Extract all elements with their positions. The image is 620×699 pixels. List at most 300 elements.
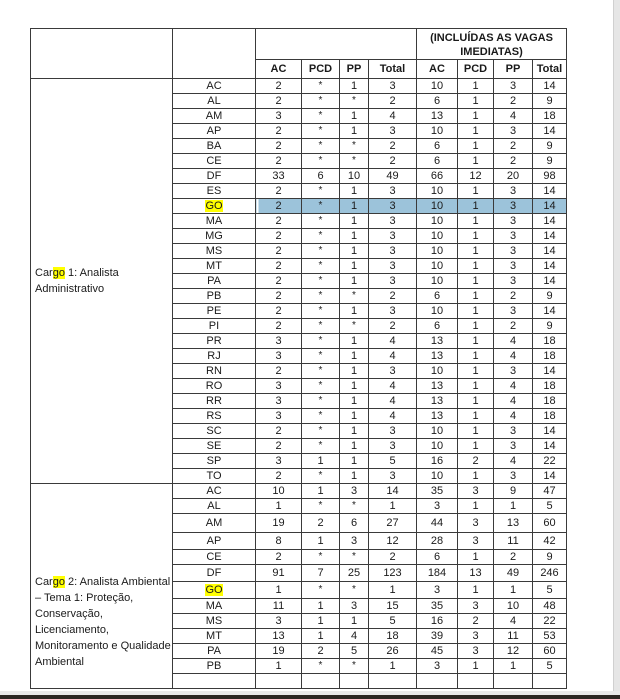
- value-cell: 1: [369, 499, 417, 514]
- vacancies-table: [30, 28, 567, 689]
- value-cell: 3: [494, 184, 533, 199]
- value-cell: 3: [369, 274, 417, 289]
- value-cell: 5: [369, 454, 417, 469]
- value-cell: 2: [256, 124, 302, 139]
- value-cell: 1: [458, 199, 494, 214]
- value-cell: 10: [417, 214, 458, 229]
- value-cell: 1: [302, 484, 340, 499]
- header-empty-cargo: [31, 29, 173, 79]
- value-cell: 10: [417, 124, 458, 139]
- value-cell: 2: [302, 514, 340, 533]
- value-cell: 18: [533, 109, 567, 124]
- value-cell: 1: [302, 629, 340, 644]
- uf-label: SE: [206, 439, 222, 452]
- value-cell: 3: [494, 274, 533, 289]
- uf-label: PA: [207, 274, 221, 287]
- value-cell: 4: [369, 334, 417, 349]
- uf-cell: [173, 364, 256, 379]
- uf-cell: [173, 629, 256, 644]
- cargo-label-prefix: Car: [35, 267, 53, 279]
- value-cell: 2: [369, 154, 417, 169]
- value-cell: 13: [417, 379, 458, 394]
- value-cell: 3: [458, 599, 494, 614]
- value-cell: 45: [417, 644, 458, 659]
- value-cell: 1: [340, 364, 369, 379]
- value-cell: 1: [369, 659, 417, 674]
- value-cell: 4: [369, 394, 417, 409]
- value-cell: 10: [417, 79, 458, 94]
- value-cell: 1: [458, 79, 494, 94]
- value-cell: 14: [533, 424, 567, 439]
- header-pp: PP: [340, 60, 369, 79]
- value-cell: 3: [256, 409, 302, 424]
- value-cell: 3: [256, 109, 302, 124]
- value-cell: 3: [369, 79, 417, 94]
- value-cell: 9: [533, 319, 567, 334]
- value-cell: 19: [256, 644, 302, 659]
- uf-cell: [173, 644, 256, 659]
- value-cell: *: [302, 409, 340, 424]
- uf-label: RN: [206, 364, 222, 377]
- value-cell: 1: [340, 274, 369, 289]
- uf-label: MG: [205, 229, 223, 242]
- value-cell: 10: [417, 469, 458, 484]
- uf-label: CE: [206, 550, 222, 563]
- value-cell: 7: [302, 565, 340, 582]
- value-cell: 14: [533, 469, 567, 484]
- value-cell: 2: [256, 79, 302, 94]
- value-cell: 1: [302, 599, 340, 614]
- value-cell: 1: [302, 533, 340, 550]
- value-cell: 2: [369, 139, 417, 154]
- header-empty-uf: [173, 29, 256, 79]
- value-cell: 9: [533, 550, 567, 565]
- value-cell: 3: [256, 349, 302, 364]
- value-cell: 10: [417, 229, 458, 244]
- value-cell: 1: [458, 289, 494, 304]
- value-cell: 3: [494, 229, 533, 244]
- value-cell: 14: [533, 364, 567, 379]
- value-cell: 3: [369, 184, 417, 199]
- value-cell: 10: [417, 304, 458, 319]
- uf-label: AP: [206, 534, 222, 547]
- value-cell: 11: [494, 533, 533, 550]
- uf-label: SC: [206, 424, 222, 437]
- value-cell: 1: [256, 499, 302, 514]
- vertical-scrollbar[interactable]: [613, 0, 620, 691]
- uf-cell: [173, 484, 256, 499]
- value-cell: 2: [494, 154, 533, 169]
- value-cell: *: [302, 79, 340, 94]
- value-cell: 27: [369, 514, 417, 533]
- value-cell: 1: [458, 499, 494, 514]
- value-cell: 2: [256, 184, 302, 199]
- value-cell: 3: [494, 79, 533, 94]
- uf-label: PE: [206, 304, 222, 317]
- uf-cell: [173, 599, 256, 614]
- value-cell: *: [302, 214, 340, 229]
- value-cell: 2: [256, 364, 302, 379]
- value-cell: 184: [417, 565, 458, 582]
- value-cell: 1: [458, 94, 494, 109]
- value-cell: *: [340, 499, 369, 514]
- uf-label: TO: [206, 469, 222, 482]
- value-cell: 10: [417, 259, 458, 274]
- value-cell: 1: [458, 229, 494, 244]
- value-cell: *: [340, 550, 369, 565]
- value-cell: 3: [256, 379, 302, 394]
- value-cell: *: [340, 289, 369, 304]
- table-row: [31, 79, 567, 94]
- value-cell: 2: [256, 214, 302, 229]
- value-cell: 60: [533, 514, 567, 533]
- uf-cell: [173, 499, 256, 514]
- value-cell: 1: [340, 79, 369, 94]
- value-cell: *: [302, 229, 340, 244]
- value-cell: 2: [256, 229, 302, 244]
- uf-cell: [173, 394, 256, 409]
- value-cell: 5: [340, 644, 369, 659]
- value-cell: 2: [256, 319, 302, 334]
- value-cell: 13: [417, 334, 458, 349]
- value-cell: 13: [256, 629, 302, 644]
- uf-label: AC: [206, 79, 222, 92]
- uf-cell: [173, 349, 256, 364]
- cargo-label-prefix: Car: [35, 576, 53, 588]
- value-cell: *: [302, 349, 340, 364]
- uf-cell: [173, 319, 256, 334]
- value-cell: 53: [533, 629, 567, 644]
- empty-cell: [302, 674, 340, 689]
- value-cell: 2: [302, 644, 340, 659]
- value-cell: 1: [494, 582, 533, 599]
- value-cell: 1: [458, 154, 494, 169]
- header-ac: AC: [256, 60, 302, 79]
- value-cell: 10: [494, 599, 533, 614]
- uf-cell: [173, 614, 256, 629]
- uf-cell: [173, 289, 256, 304]
- value-cell: 14: [533, 79, 567, 94]
- value-cell: 10: [417, 184, 458, 199]
- value-cell: 9: [533, 139, 567, 154]
- value-cell: 3: [369, 199, 417, 214]
- uf-label: RO: [205, 379, 223, 392]
- value-cell: 3: [458, 484, 494, 499]
- value-cell: *: [302, 244, 340, 259]
- empty-cell: [458, 674, 494, 689]
- value-cell: 5: [533, 499, 567, 514]
- uf-cell: [173, 304, 256, 319]
- value-cell: 6: [302, 169, 340, 184]
- empty-cell: [494, 674, 533, 689]
- value-cell: 44: [417, 514, 458, 533]
- value-cell: 2: [369, 319, 417, 334]
- value-cell: 9: [533, 154, 567, 169]
- uf-cell: [173, 244, 256, 259]
- value-cell: 10: [256, 484, 302, 499]
- value-cell: 13: [494, 514, 533, 533]
- value-cell: 2: [256, 199, 302, 214]
- search-match-highlight: go: [52, 267, 65, 279]
- value-cell: 3: [369, 244, 417, 259]
- header-ac-incl: AC: [417, 60, 458, 79]
- value-cell: 18: [533, 349, 567, 364]
- value-cell: 1: [458, 409, 494, 424]
- value-cell: 3: [340, 599, 369, 614]
- uf-cell: [173, 214, 256, 229]
- value-cell: 11: [256, 599, 302, 614]
- uf-label: MS: [205, 244, 223, 257]
- value-cell: 4: [369, 409, 417, 424]
- value-cell: *: [302, 259, 340, 274]
- value-cell: 1: [302, 454, 340, 469]
- value-cell: 3: [458, 629, 494, 644]
- value-cell: 14: [533, 274, 567, 289]
- value-cell: 14: [533, 214, 567, 229]
- value-cell: 3: [369, 124, 417, 139]
- value-cell: 1: [256, 659, 302, 674]
- value-cell: 14: [533, 259, 567, 274]
- value-cell: 2: [494, 289, 533, 304]
- value-cell: 13: [417, 394, 458, 409]
- header-pp-incl: PP: [494, 60, 533, 79]
- value-cell: 18: [533, 334, 567, 349]
- uf-label: MA: [205, 599, 223, 612]
- value-cell: 6: [417, 154, 458, 169]
- value-cell: 10: [340, 169, 369, 184]
- uf-label: AL: [207, 94, 221, 107]
- uf-cell: [173, 139, 256, 154]
- uf-label: GO: [205, 199, 223, 212]
- empty-cell: [340, 674, 369, 689]
- value-cell: 4: [494, 614, 533, 629]
- empty-cell: [533, 674, 567, 689]
- taskbar: [0, 695, 620, 699]
- value-cell: 4: [494, 109, 533, 124]
- empty-cell: [173, 674, 256, 689]
- value-cell: *: [340, 659, 369, 674]
- value-cell: *: [302, 439, 340, 454]
- uf-cell: [173, 274, 256, 289]
- value-cell: 10: [417, 199, 458, 214]
- value-cell: 48: [533, 599, 567, 614]
- value-cell: 1: [458, 319, 494, 334]
- value-cell: 2: [458, 614, 494, 629]
- value-cell: *: [302, 659, 340, 674]
- value-cell: *: [302, 364, 340, 379]
- value-cell: 4: [494, 379, 533, 394]
- value-cell: 14: [369, 484, 417, 499]
- uf-label: PI: [208, 319, 220, 332]
- value-cell: 11: [494, 629, 533, 644]
- value-cell: 4: [494, 334, 533, 349]
- value-cell: *: [302, 289, 340, 304]
- uf-label: BA: [206, 139, 222, 152]
- uf-label: PR: [206, 334, 222, 347]
- value-cell: 3: [494, 304, 533, 319]
- uf-cell: [173, 454, 256, 469]
- uf-label: ES: [206, 184, 222, 197]
- value-cell: 1: [458, 582, 494, 599]
- value-cell: *: [340, 582, 369, 599]
- value-cell: *: [302, 139, 340, 154]
- value-cell: 2: [458, 454, 494, 469]
- value-cell: 3: [494, 364, 533, 379]
- uf-label: DF: [206, 566, 222, 579]
- value-cell: 1: [458, 469, 494, 484]
- value-cell: *: [340, 139, 369, 154]
- value-cell: 6: [417, 139, 458, 154]
- value-cell: 22: [533, 614, 567, 629]
- value-cell: 1: [340, 409, 369, 424]
- value-cell: 1: [458, 424, 494, 439]
- value-cell: 14: [533, 439, 567, 454]
- value-cell: 14: [533, 199, 567, 214]
- uf-cell: [173, 109, 256, 124]
- uf-cell: [173, 469, 256, 484]
- header-empty-group: [256, 29, 417, 60]
- value-cell: 13: [417, 409, 458, 424]
- value-cell: 1: [458, 304, 494, 319]
- value-cell: 3: [494, 259, 533, 274]
- uf-cell: [173, 533, 256, 550]
- value-cell: 2: [369, 550, 417, 565]
- value-cell: 6: [417, 289, 458, 304]
- value-cell: 3: [340, 484, 369, 499]
- value-cell: 1: [340, 454, 369, 469]
- value-cell: 4: [369, 379, 417, 394]
- value-cell: 2: [256, 259, 302, 274]
- value-cell: 3: [458, 514, 494, 533]
- header-total: Total: [369, 60, 417, 79]
- value-cell: 35: [417, 484, 458, 499]
- value-cell: 4: [494, 454, 533, 469]
- value-cell: 1: [340, 229, 369, 244]
- value-cell: 2: [256, 469, 302, 484]
- empty-cell: [369, 674, 417, 689]
- value-cell: 3: [340, 533, 369, 550]
- value-cell: *: [302, 154, 340, 169]
- value-cell: 16: [417, 454, 458, 469]
- uf-cell: [173, 550, 256, 565]
- uf-label: RJ: [207, 349, 221, 362]
- value-cell: 2: [494, 139, 533, 154]
- value-cell: 4: [494, 394, 533, 409]
- uf-cell: [173, 94, 256, 109]
- uf-cell: [173, 229, 256, 244]
- value-cell: 10: [417, 424, 458, 439]
- value-cell: *: [302, 379, 340, 394]
- uf-cell: [173, 124, 256, 139]
- value-cell: 3: [417, 659, 458, 674]
- value-cell: 1: [494, 499, 533, 514]
- uf-cell: [173, 259, 256, 274]
- value-cell: 2: [369, 289, 417, 304]
- value-cell: *: [302, 199, 340, 214]
- value-cell: 35: [417, 599, 458, 614]
- value-cell: 18: [533, 409, 567, 424]
- value-cell: 246: [533, 565, 567, 582]
- uf-label: DF: [206, 169, 222, 182]
- value-cell: 18: [533, 394, 567, 409]
- value-cell: 1: [340, 304, 369, 319]
- value-cell: 28: [417, 533, 458, 550]
- value-cell: 6: [417, 94, 458, 109]
- value-cell: *: [302, 319, 340, 334]
- value-cell: 2: [256, 274, 302, 289]
- value-cell: 4: [494, 349, 533, 364]
- value-cell: 2: [494, 319, 533, 334]
- value-cell: 14: [533, 229, 567, 244]
- value-cell: 1: [458, 394, 494, 409]
- uf-label: PA: [207, 644, 221, 657]
- value-cell: 3: [369, 469, 417, 484]
- value-cell: 39: [417, 629, 458, 644]
- value-cell: 10: [417, 244, 458, 259]
- value-cell: 2: [494, 94, 533, 109]
- value-cell: 14: [533, 184, 567, 199]
- value-cell: 12: [494, 644, 533, 659]
- value-cell: 1: [340, 614, 369, 629]
- value-cell: 1: [340, 394, 369, 409]
- uf-label: SP: [206, 454, 222, 467]
- value-cell: 1: [458, 659, 494, 674]
- uf-label: CE: [206, 154, 222, 167]
- value-cell: 1: [458, 184, 494, 199]
- value-cell: 18: [369, 629, 417, 644]
- value-cell: 3: [494, 214, 533, 229]
- cargo-label-text: 1: Analista Administrativo: [35, 267, 119, 295]
- uf-cell: [173, 424, 256, 439]
- value-cell: 1: [458, 550, 494, 565]
- value-cell: 60: [533, 644, 567, 659]
- value-cell: 3: [369, 439, 417, 454]
- value-cell: 6: [417, 550, 458, 565]
- uf-label: MT: [206, 259, 222, 272]
- value-cell: 19: [256, 514, 302, 533]
- value-cell: 10: [417, 439, 458, 454]
- value-cell: 12: [369, 533, 417, 550]
- header-total-incl: Total: [533, 60, 567, 79]
- value-cell: 2: [256, 244, 302, 259]
- uf-cell: [173, 565, 256, 582]
- value-cell: 1: [458, 214, 494, 229]
- value-cell: 123: [369, 565, 417, 582]
- value-cell: 1: [458, 439, 494, 454]
- value-cell: *: [302, 499, 340, 514]
- value-cell: 2: [256, 550, 302, 565]
- uf-cell: [173, 439, 256, 454]
- value-cell: 2: [256, 139, 302, 154]
- value-cell: 33: [256, 169, 302, 184]
- value-cell: 4: [369, 349, 417, 364]
- value-cell: 1: [458, 364, 494, 379]
- cargo-label: [31, 79, 173, 484]
- value-cell: 3: [369, 259, 417, 274]
- value-cell: 18: [533, 379, 567, 394]
- uf-label: MA: [205, 214, 223, 227]
- value-cell: 14: [533, 124, 567, 139]
- uf-cell: [173, 379, 256, 394]
- value-cell: 1: [340, 379, 369, 394]
- value-cell: 3: [494, 469, 533, 484]
- value-cell: 3: [256, 334, 302, 349]
- value-cell: 1: [458, 244, 494, 259]
- value-cell: 22: [533, 454, 567, 469]
- empty-cell: [417, 674, 458, 689]
- value-cell: 1: [458, 139, 494, 154]
- uf-cell: [173, 659, 256, 674]
